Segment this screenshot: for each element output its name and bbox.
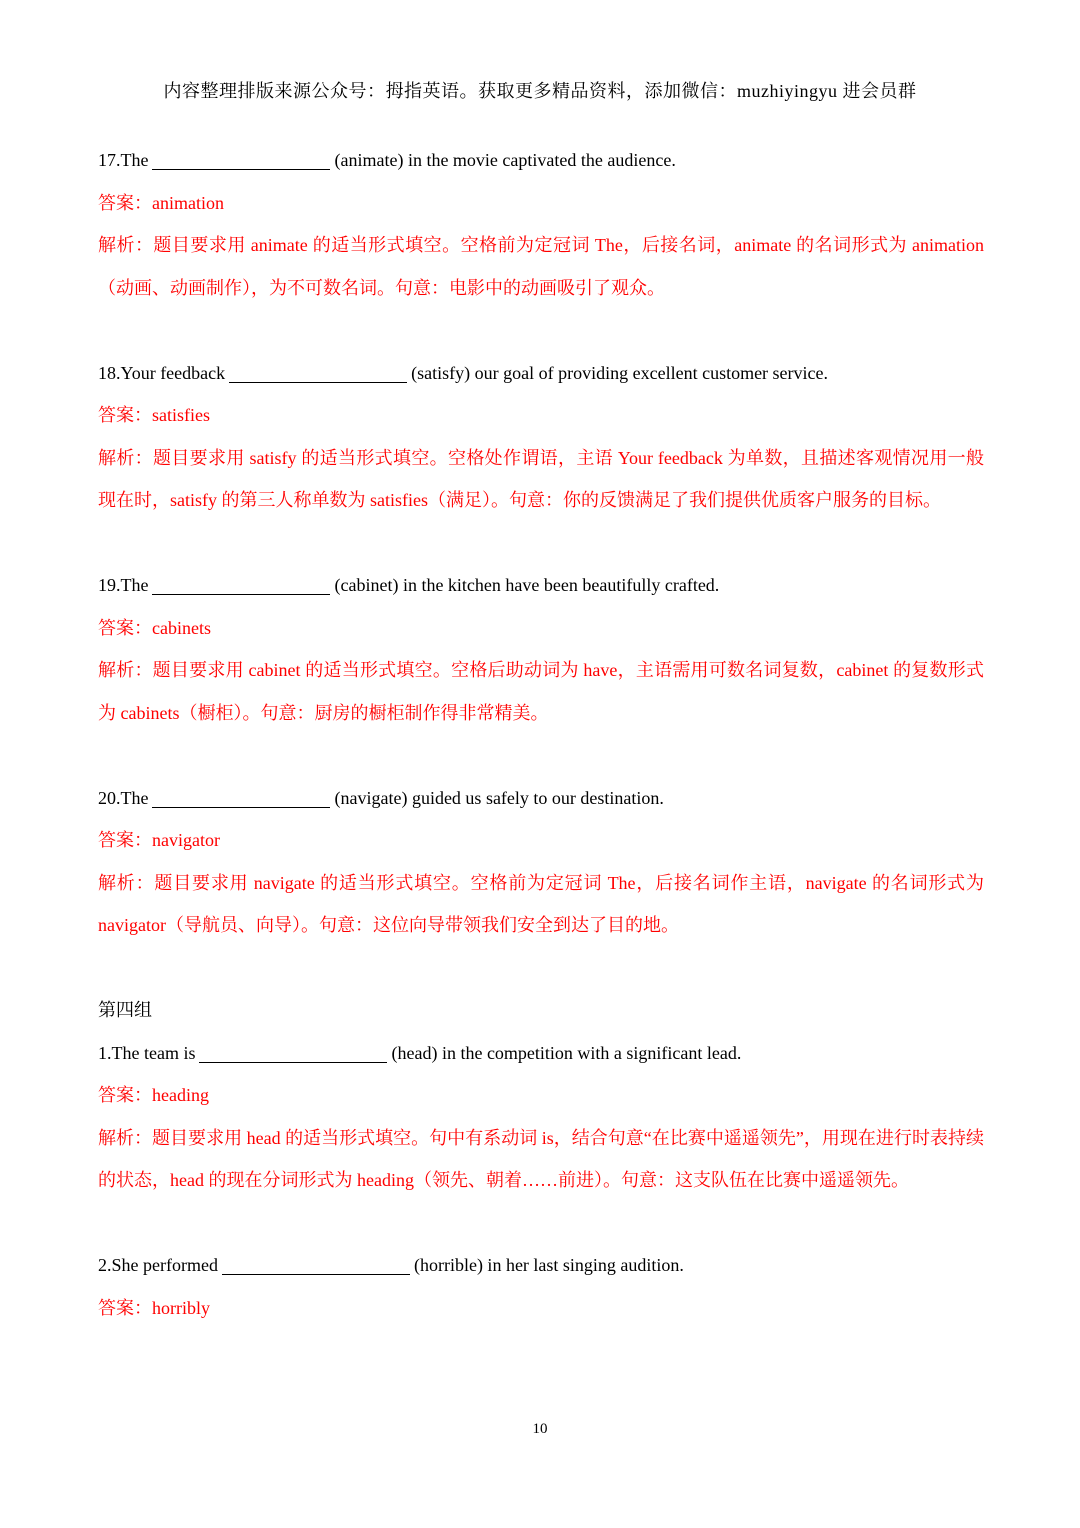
analysis-s4-1: 解析：题目要求用 head 的适当形式填空。句中有系动词 is，结合句意“在比赛中遥遥领先”，用现在进行时表持续的状态，head 的现在分词形式为 heading（领先、朝着……前进）。句意：这支队伍在比赛中遥遥领先。 — [98, 1127, 984, 1190]
answer-17: 答案：animation — [98, 192, 224, 213]
question-prefix: 20.The — [98, 787, 149, 808]
document-body — [98, 139, 984, 1329]
analysis-18: 解析：题目要求用 satisfy 的适当形式填空。空格处作谓语，主语 Your feedback 为单数，且描述客观情况用一般现在时，satisfy 的第三人称单数为 satisfies（满足）。句意：你的反馈满足了我们提供优质客户服务的目标。 — [98, 447, 984, 510]
question-s4-1 — [98, 1032, 984, 1075]
question-suffix: (head) in the competition with a significant lead. — [391, 1042, 742, 1063]
question-20 — [98, 777, 984, 820]
page-number: 10 — [532, 1421, 548, 1437]
answer-19: 答案：cabinets — [98, 617, 211, 638]
answer-blank — [199, 1042, 387, 1063]
page-header: 内容整理排版来源公众号：拇指英语。获取更多精品资料，添加微信：muzhiyingyu 进会员群 — [163, 81, 917, 101]
analysis-17: 解析：题目要求用 animate 的适当形式填空。空格前为定冠词 The，后接名词，animate 的名词形式为 animation（动画、动画制作），为不可数名词。句意：电影中的动画吸引了观众。 — [98, 235, 984, 298]
question-prefix: 18.Your feedback — [98, 362, 226, 383]
question-17 — [98, 139, 984, 182]
analysis-20: 解析：题目要求用 navigate 的适当形式填空。空格前为定冠词 The，后接名词作主语，navigate 的名词形式为 navigator（导航员、向导）。句意：这位向导带领我们安全到达了目的地。 — [98, 872, 984, 935]
question-suffix: (animate) in the movie captivated the audience. — [334, 150, 676, 170]
answer-18: 答案：satisfies — [98, 405, 210, 425]
question-prefix: 19.The — [98, 575, 149, 595]
question-suffix: (navigate) guided us safely to our destination. — [334, 787, 664, 808]
question-prefix: 2.She performed — [98, 1255, 218, 1275]
question-s4-2 — [98, 1244, 984, 1287]
question-18 — [98, 352, 984, 395]
question-19 — [98, 564, 984, 607]
answer-blank — [152, 787, 330, 808]
question-prefix: 17.The — [98, 150, 149, 170]
answer-s4-2: 答案：horribly — [98, 1297, 210, 1318]
analysis-19: 解析：题目要求用 cabinet 的适当形式填空。空格后助动词为 have，主语需用可数名词复数，cabinet 的复数形式为 cabinets（橱柜）。句意：厨房的橱柜制作得非常精美。 — [98, 660, 984, 723]
question-prefix: 1.The team is — [98, 1042, 196, 1063]
answer-s4-1: 答案：heading — [98, 1085, 209, 1105]
answer-blank — [229, 362, 407, 383]
answer-20: 答案：navigator — [98, 830, 220, 850]
answer-blank — [222, 1254, 410, 1275]
question-suffix: (horrible) in her last singing audition. — [413, 1255, 684, 1275]
question-suffix: (cabinet) in the kitchen have been beautifully crafted. — [334, 575, 720, 595]
answer-blank — [152, 149, 330, 170]
question-suffix: (satisfy) our goal of providing excellent customer service. — [411, 362, 829, 383]
answer-blank — [152, 574, 330, 595]
section-title: 第四组 — [98, 1000, 152, 1020]
